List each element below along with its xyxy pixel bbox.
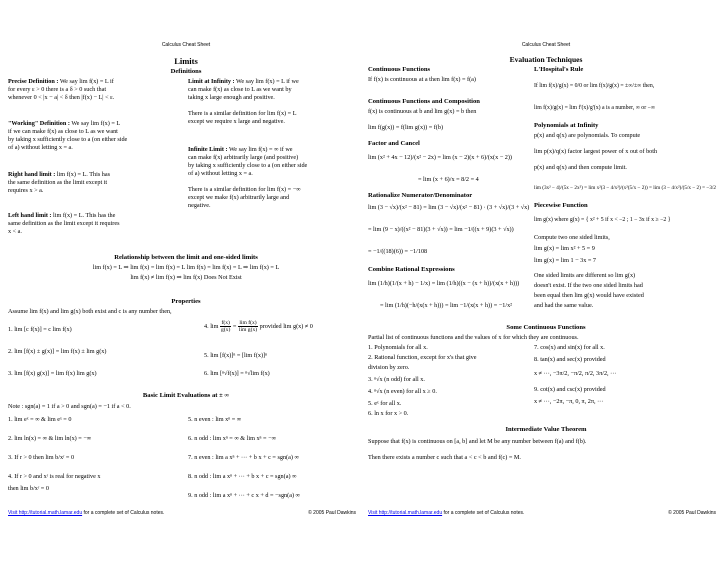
left-footer: Visit http://tutorial.math.lamar.edu for a complete set of Calculus notes. © 2005 Paul Dawkins [8,510,356,516]
cont-6: 6. ln x for x > 0. [368,410,409,417]
basic-5: 5. n even : lim xⁿ = ∞ [188,416,242,423]
cont-9: 9. cot(x) and csc(x) provided [534,386,606,393]
poly-example: lim (3x² − 4)/(5x − 2x²) = lim x²(3 − 4/x²)/(x²(5/x − 2)) = lim (3 − 4/x²)/(5/x − 2) = −3/2 [534,185,716,191]
relationship-line-2: lim f(x) ≠ lim f(x) ⇒ lim f(x) Does Not Exist [130,274,242,281]
some-continuous-heading: Some Continuous Functions [506,324,586,331]
basic-4b: then lim b/xʳ = 0 [8,485,49,492]
some-continuous-intro: Partial list of continuous functions and the values of x for which they are continuous. [368,334,579,341]
factor-heading: Factor and Cancel [368,140,420,147]
cont-5: 5. eˣ for all x. [368,400,402,407]
composition-text: f(x) is continuous at b and lim g(x) = b then [368,108,477,115]
cont-2b: division by zero. [368,364,410,371]
working-definition: "Working" Definition : We say lim f(x) = L if we can make f(x) as close to L as we want by taking x sufficiently close to a (on either side of a) without letting x = a. [8,120,128,151]
limits-title: Limits [174,56,198,66]
composition-heading: Continuous Functions and Composition [368,98,480,105]
relationship-line-1: lim f(x) = L ⇒ lim f(x) = lim f(x) = L lim f(x) = lim f(x) = L ⇒ lim f(x) = L [92,264,280,271]
cont-7: 7. cos(x) and sin(x) for all x. [534,344,605,351]
left-copyright: © 2005 Paul Dawkins [308,510,356,516]
ivt-heading: Intermediate Value Theorem [505,426,587,433]
properties-heading: Properties [171,298,201,305]
rationalize-line-2: = lim (9 − x)/((x² − 81)(3 + √x)) = lim −1/((x + 9)(3 + √x)) [368,226,514,233]
piecewise-line-2: lim g(x) = lim x² + 5 = 9 [534,245,595,252]
limit-at-infinity: Limit at Infinity : We say lim f(x) = L if we can make f(x) as close to L as we want by taking x large enough and positive. There is a similar definition for lim f(x) = L except we require x large and negative. [188,78,299,125]
factor-line-1: lim (x² + 4x − 12)/(x² − 2x) = lim (x − 2)(x + 6)/(x(x − 2)) [368,154,512,161]
piecewise-line-1: Compute two one sided limits, [534,234,610,241]
right-copyright: © 2005 Paul Dawkins [668,510,716,516]
piecewise-def: lim g(x) where g(x) = { x² + 5 if x < −2 ; 1 − 3x if x ≥ −2 } [534,217,671,223]
left-sheet-header: Calculus Cheat Sheet [161,42,211,48]
tutorial-link[interactable]: Visit http://tutorial.math.lamar.edu [8,510,83,516]
property-6: 6. lim [ⁿ√f(x)] = ⁿ√lim f(x) [204,370,270,377]
property-4: 4. lim $\frac{f(x)}{g(x)}$ = $\frac{\text{lim f(x)}}{\text{lim g(x)}}$ provided lim g(x) ≠ 0 [204,320,313,333]
left-sheet [8,42,364,522]
ivt-line-1: Suppose that f(x) is continuous on [a, b] and let M be any number between f(a) and f(b). [368,438,587,445]
basic-2: 2. lim ln(x) = ∞ & lim ln(x) = −∞ [8,435,92,442]
combine-heading: Combine Rational Expressions [368,266,455,273]
right-sheet [368,42,724,522]
lhospital-heading: L'Hospital's Rule [534,66,584,73]
cont-9b: x ≠ ···, −2π, −π, 0, π, 2π, ··· [534,398,604,405]
evaluation-title: Evaluation Techniques [509,55,583,64]
piecewise-line-6: been equal then lim g(x) would have existed [534,292,644,299]
factor-line-2: = lim (x + 6)/x = 8/2 = 4 [418,176,479,183]
property-2: 2. lim [f(x) ± g(x)] = lim f(x) ± lim g(x) [8,348,107,355]
relationship-heading: Relationship between the limit and one-sided limits [114,254,258,261]
right-sheet-header: Calculus Cheat Sheet [521,42,571,48]
piecewise-line-7: and had the same value. [534,302,594,309]
property-1: 1. lim [c f(x)] = c lim f(x) [8,326,72,333]
definitions-heading: Definitions [170,68,202,75]
property-5: 5. lim [f(x)]ⁿ = [lim f(x)]ⁿ [204,352,268,359]
poly-text-2: lim p(x)/q(x) factor largest power of x out of both [534,148,658,155]
poly-text-3: p(x) and q(x) and then compute limit. [534,164,627,171]
basic-9: 9. n odd : lim a xⁿ + ··· + c x + d = −sgn(a) ∞ [188,492,300,499]
left-hand-limit: Left hand limit : lim f(x) = L. This has the same definition as the limit except it requires x < a. [8,212,120,235]
poly-heading: Polynomials at Infinity [534,122,599,129]
combine-line-2: = lim (1/h)(−h/(x(x + h))) = lim −1/(x(x + h)) = −1/x² [380,302,513,309]
rationalize-heading: Rationalize Numerator/Denominator [368,192,473,199]
basic-8: 8. n odd : lim a xⁿ + ··· + b x + c = sgn(a) ∞ [188,473,297,480]
piecewise-line-4: One sided limits are different so lim g(x) [534,272,636,279]
piecewise-heading: Piecewise Function [534,202,588,209]
basic-7: 7. n even : lim a xⁿ + ··· + b x + c = sgn(a) ∞ [188,454,299,461]
basic-note: Note : sgn(a) = 1 if a > 0 and sgn(a) = −1 if a < 0. [8,403,131,410]
piecewise-line-5: doesn't exist. If the two one sided limits had [534,282,643,289]
poly-text-1: p(x) and q(x) are polynomials. To compute [534,132,641,139]
ivt-line-2: Then there exists a number c such that a < c < b and f(c) = M. [368,454,521,461]
basic-6: 6. n odd : lim xⁿ = ∞ & lim xⁿ = −∞ [188,435,276,442]
cont-8b: x ≠ ···, −3π/2, −π/2, π/2, 3π/2, ··· [534,370,617,377]
cont-1: 1. Polynomials for all x. [368,344,428,351]
right-hand-limit: Right hand limit : lim f(x) = L. This has the same definition as the limit except it requires x > a. [8,171,111,194]
lhospital-line-2: lim f(x)/g(x) = lim f'(x)/g'(x) a is a number, ∞ or −∞ [534,105,655,111]
basic-4: 4. If r > 0 and xʳ is real for negative x [8,473,101,480]
piecewise-line-3: lim g(x) = lim 1 − 3x = 7 [534,257,597,264]
precise-definition: Precise Definition : We say lim f(x) = L if for every ε > 0 there is a δ > 0 such that whenever 0 < |x − a| < δ then |f(x) − L| < ε. [8,78,115,101]
cont-8: 8. tan(x) and sec(x) provided [534,356,606,363]
cont-3: 3. ⁿ√x (n odd) for all x. [368,376,425,383]
composition-formula: lim f(g(x)) = f(lim g(x)) = f(b) [368,124,444,131]
basic-3: 3. If r > 0 then lim b/xʳ = 0 [8,454,75,461]
cont-2: 2. Rational function, except for x's that give [368,354,477,361]
rationalize-line-1: lim (3 − √x)/(x² − 81) = lim (3 − √x)/(x² − 81) · (3 + √x)/(3 + √x) [368,204,530,211]
continuous-heading: Continuous Functions [368,66,431,73]
basic-1: 1. lim eˣ = ∞ & lim eˣ = 0 [8,416,72,423]
continuous-text: If f(x) is continuous at a then lim f(x) = f(a) [368,76,476,83]
lhospital-line-1: If lim f(x)/g(x) = 0/0 or lim f(x)/g(x) = ±∞/±∞ then, [534,83,655,89]
rationalize-line-3: = −1/((18)(6)) = −1/108 [368,248,428,255]
combine-line-1: lim (1/h)(1/(x + h) − 1/x) = lim (1/h)((x − (x + h))/(x(x + h))) [368,280,520,287]
right-footer: Visit http://tutorial.math.lamar.edu for a complete set of Calculus notes. © 2005 Paul Dawkins [368,510,716,516]
infinite-limit: Infinite Limit : We say lim f(x) = ∞ if we can make f(x) arbitrarily large (and positive) by taking x sufficiently close to a (on either side of a) without letting x = a. There is a similar definition for lim f(x) = −∞ except we make f(x) arbitrarily large and negative. [188,146,308,209]
basic-limits-heading: Basic Limit Evaluations at ± ∞ [142,392,230,399]
tutorial-link-right[interactable]: Visit http://tutorial.math.lamar.edu [368,510,443,516]
properties-intro: Assume lim f(x) and lim g(x) both exist and c is any number then, [8,308,172,315]
cont-4: 4. ⁿ√x (n even) for all x ≥ 0. [368,388,437,395]
property-3: 3. lim [f(x) g(x)] = lim f(x) lim g(x) [8,370,97,377]
